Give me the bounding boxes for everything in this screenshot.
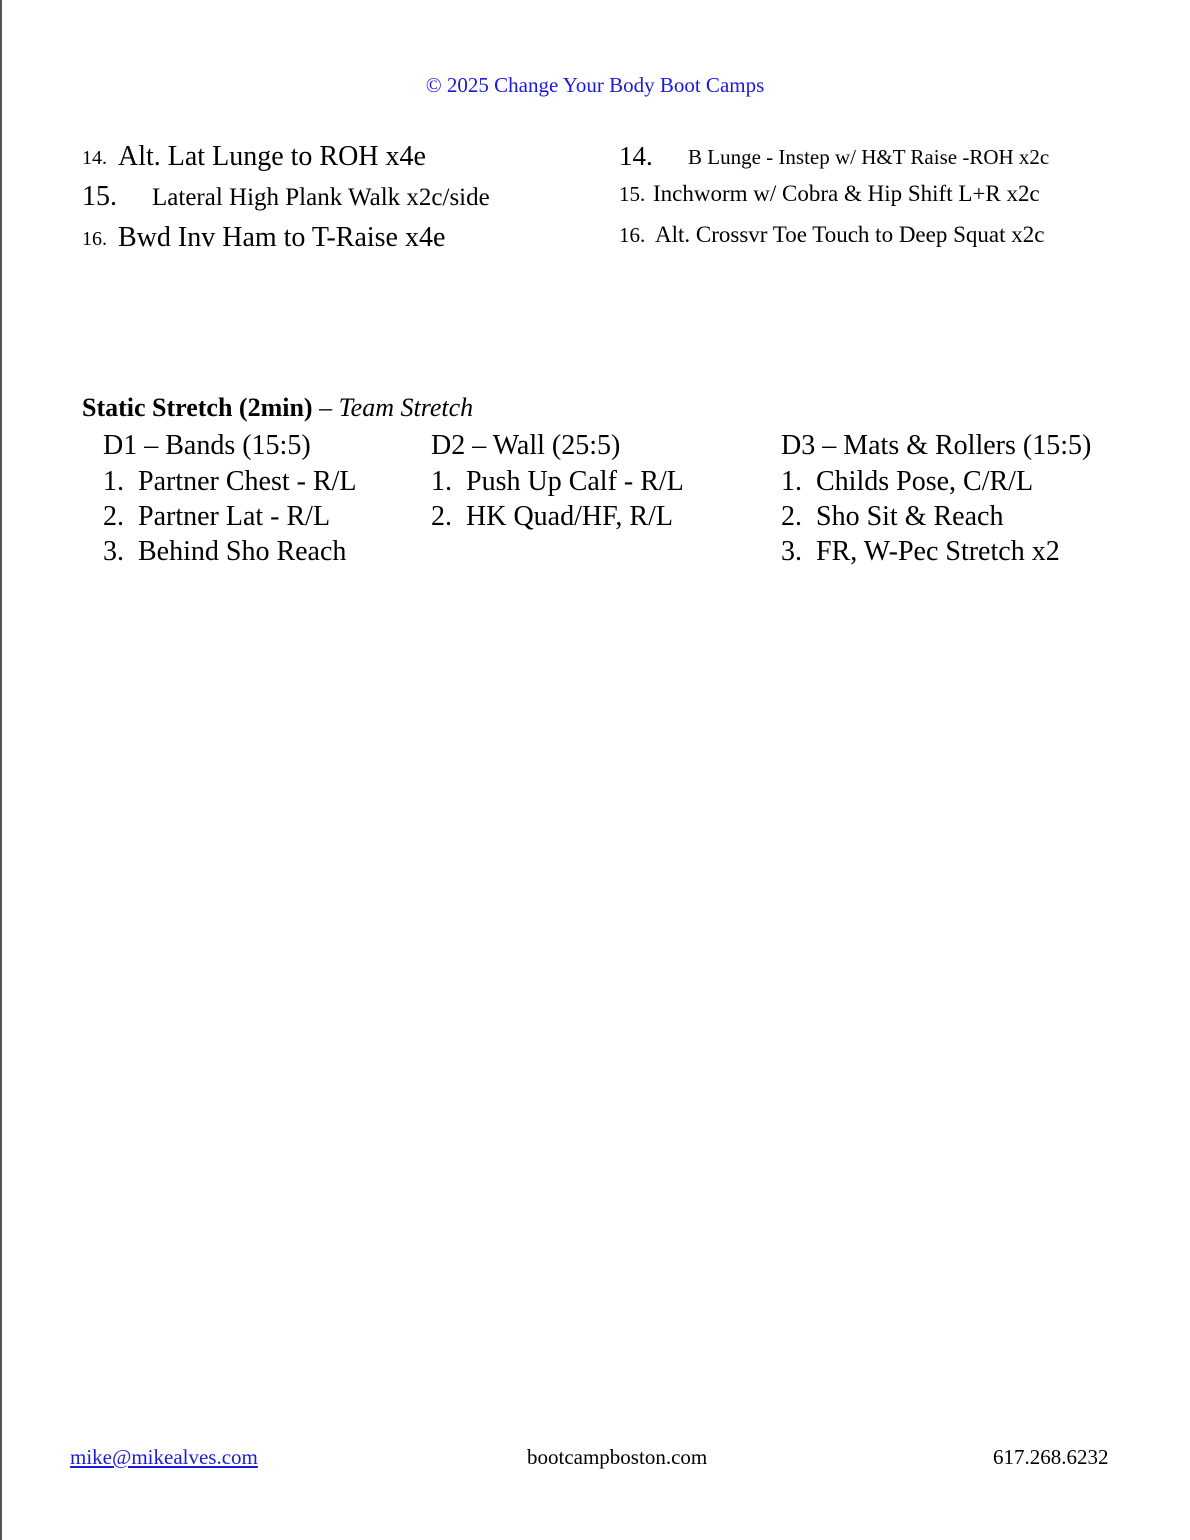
list-item-text: Alt. Lat Lunge to ROH x4e (118, 141, 426, 172)
copyright-header: © 2025 Change Your Body Boot Camps (425, 73, 765, 97)
footer-website: bootcampboston.com (527, 1445, 708, 1469)
footer-phone: 617.268.6232 (993, 1445, 1109, 1469)
list-item-text: Bwd Inv Ham to T-Raise x4e (118, 222, 446, 253)
section-title: Static Stretch (2min) (82, 393, 313, 422)
title-dash: – (312, 393, 339, 422)
static-stretch-title (82, 395, 473, 421)
column-heading: D3 – Mats & Rollers (15:5) (781, 430, 1092, 461)
section-subtitle: Team Stretch (338, 393, 474, 422)
list-item-number: 15. (619, 182, 646, 206)
email-link[interactable]: mike@mikealves.com (70, 1445, 258, 1469)
page-left-border (0, 0, 2, 1540)
list-item-text: Lateral High Plank Walk x2c/side (152, 184, 490, 211)
footer-email[interactable] (70, 1447, 258, 1468)
list-item-text: B Lunge - Instep w/ H&T Raise -ROH x2c (688, 145, 1050, 169)
list-item-number: 16. (619, 223, 646, 247)
column-heading: D1 – Bands (15:5) (103, 430, 311, 461)
list-item-number: 16. (82, 228, 107, 250)
column-heading: D2 – Wall (25:5) (431, 430, 621, 461)
list-item-number: 14. (82, 147, 107, 169)
list-item-number: 15. (82, 181, 117, 212)
list-item-number: 14. (619, 141, 653, 171)
list-item-text: Alt. Crossvr Toe Touch to Deep Squat x2c (655, 222, 1045, 247)
list-item-text: Inchworm w/ Cobra & Hip Shift L+R x2c (653, 181, 1040, 206)
